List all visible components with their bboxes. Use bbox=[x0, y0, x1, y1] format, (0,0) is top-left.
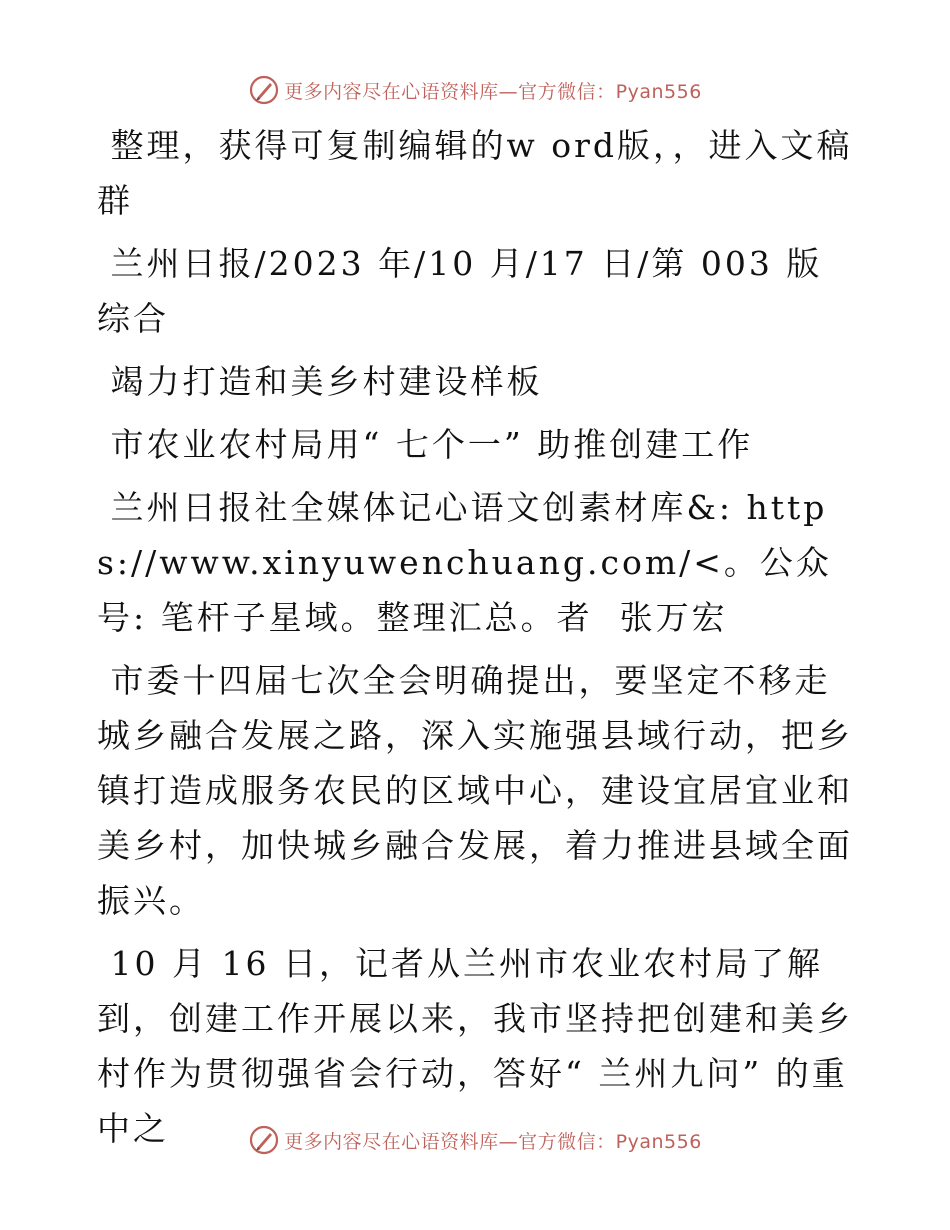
document-body bbox=[97, 118, 857, 1164]
paragraph-body-2: 10 月 16 日，记者从兰州市农业农村局了解到，创建工作开展以来，我市坚持把创建和美乡村作为贯彻强省会行动，答好“ 兰州九问” 的重中之 bbox=[97, 944, 853, 1148]
header-watermark-banner bbox=[0, 70, 950, 110]
watermark-text: 更多内容尽在心语资料库—官方微信：Pyan556 bbox=[284, 1130, 702, 1153]
article-title: 竭力打造和美乡村建设样板 bbox=[97, 362, 543, 401]
quill-logo-icon bbox=[248, 74, 280, 106]
quill-logo-icon bbox=[248, 1124, 280, 1156]
paragraph-intro: 整理，获得可复制编辑的w ord版，，进入文稿群 bbox=[97, 126, 853, 220]
paragraph-source-line: 兰州日报/2023 年/10 月/17 日/第 003 版综合 bbox=[97, 244, 823, 338]
paragraph-body-1: 市委十四届七次全会明确提出，要坚定不移走城乡融合发展之路，深入实施强县域行动，把乡镇打造成服务农民的区域中心，建设宜居宜业和美乡村，加快城乡融合发展，着力推进县域全面振兴。 bbox=[97, 661, 853, 920]
article-subtitle: 市农业农村局用“ 七个一” 助推创建工作 bbox=[97, 425, 754, 464]
footer-watermark-banner bbox=[0, 1120, 950, 1160]
watermark-text: 更多内容尽在心语资料库—官方微信：Pyan556 bbox=[284, 80, 702, 103]
paragraph-byline: 兰州日报社全媒体记心语文创素材库&: https://www.xinyuwenchuang.com/<。公众号: 笔杆子星域。整理汇总。者 张万宏 bbox=[97, 488, 832, 637]
